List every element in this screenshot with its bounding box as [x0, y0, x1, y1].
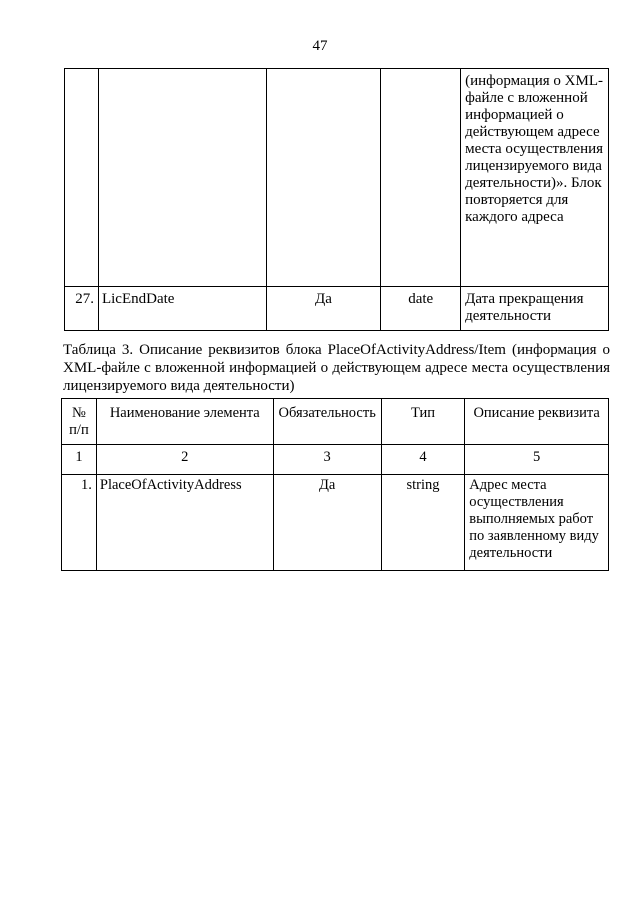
cell-required: Да	[273, 475, 381, 571]
header-name: Наименование элемента	[96, 399, 273, 445]
index-cell: 2	[96, 445, 273, 475]
table-row-1	[62, 475, 609, 571]
cell-required	[266, 69, 381, 287]
cell-name: PlaceOfActivityAddress	[96, 475, 273, 571]
cell-description: (информация о XML-файле с вложенной информацией о действующем адресе места осуществления лицензируемого вида деятельности)». Блок повторяется для каждого адреса	[461, 69, 609, 287]
cell-description: Адрес места осуществления выполняемых работ по заявленному виду деятельности	[465, 475, 609, 571]
cell-num	[65, 69, 99, 287]
index-cell: 5	[465, 445, 609, 475]
table-row-27	[65, 287, 609, 331]
cell-type: string	[381, 475, 465, 571]
cell-num: 1.	[62, 475, 97, 571]
cell-type: date	[381, 287, 461, 331]
table-header-row	[62, 399, 609, 445]
table-row-continued	[65, 69, 609, 287]
page-number: 47	[312, 38, 328, 54]
cell-name: LicEndDate	[98, 287, 266, 331]
header-num: № п/п	[62, 399, 97, 445]
attributes-table	[61, 398, 609, 571]
cell-num: 27.	[65, 287, 99, 331]
table-caption: Таблица 3. Описание реквизитов блока PlaceOfActivityAddress/Item (информация о XML-файле с вложенной информацией о действующем адресе места осуществления лицензируемого вида деятельности)	[63, 342, 610, 394]
cell-required: Да	[266, 287, 381, 331]
column-index-row	[62, 445, 609, 475]
cell-description: Дата прекращения деятельности	[461, 287, 609, 331]
cell-name	[98, 69, 266, 287]
header-description: Описание реквизита	[465, 399, 609, 445]
continued-table	[64, 68, 609, 331]
index-cell: 4	[381, 445, 465, 475]
index-cell: 3	[273, 445, 381, 475]
index-cell: 1	[62, 445, 97, 475]
header-required: Обязательность	[273, 399, 381, 445]
cell-type	[381, 69, 461, 287]
header-type: Тип	[381, 399, 465, 445]
